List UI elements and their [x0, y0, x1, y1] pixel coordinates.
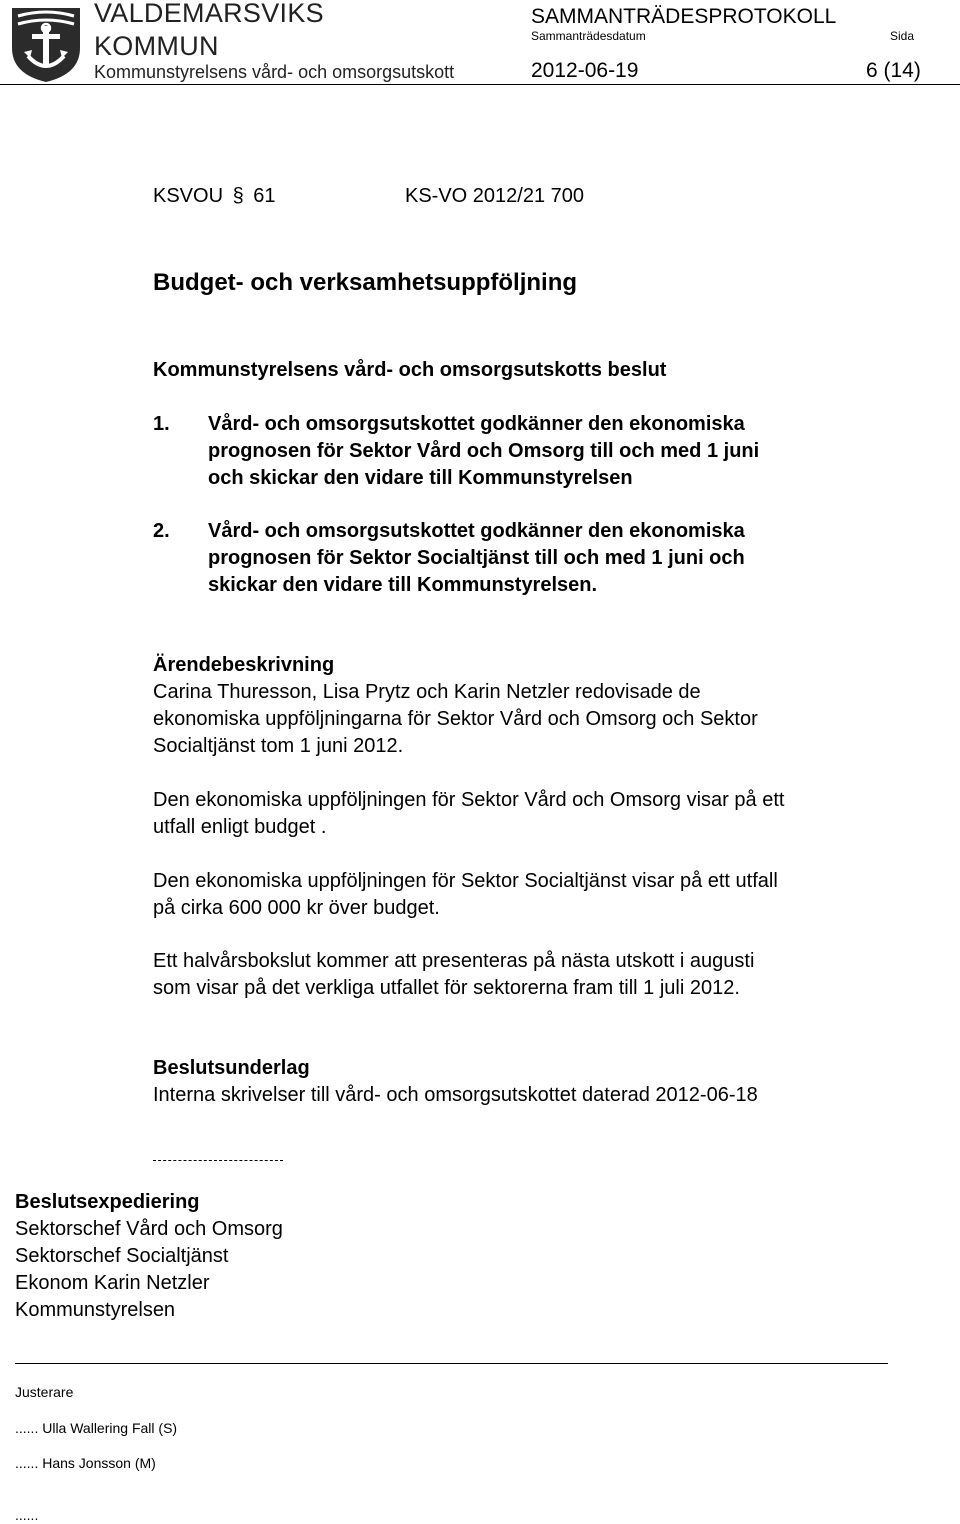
recipient: Sektorschef Vård och Omsorg	[15, 1218, 283, 1240]
basis-text: Interna skrivelser till vård- och omsorgsutskottet daterad 2012-06-18	[153, 1084, 758, 1106]
signature-divider	[15, 1363, 888, 1364]
municipal-coat-of-arms-icon	[8, 4, 84, 84]
text-line: som visar på det verkliga utfallet för sektorerna fram till 1 juli 2012.	[153, 977, 740, 999]
description-paragraph-2	[153, 787, 784, 841]
document-type: SAMMANTRÄDESPROTOKOLL	[531, 5, 837, 28]
decision-line: Vård- och omsorgsutskottet godkänner den ekonomiska	[208, 520, 745, 542]
decision-line: och skickar den vidare till Kommunstyrelsen	[208, 467, 633, 489]
paragraph-number: 61	[253, 185, 276, 207]
text-line: Carina Thuresson, Lisa Prytz och Karin Netzler redovisade de	[153, 681, 701, 703]
decision-heading: Kommunstyrelsens vård- och omsorgsutskotts beslut	[153, 359, 667, 381]
text-line: ekonomiska uppföljningarna för Sektor Vård och Omsorg och Sektor	[153, 708, 758, 730]
separator-dashes	[153, 1160, 283, 1161]
diary-number: KS-VO 2012/21 700	[405, 185, 585, 207]
meeting-date-label: Sammanträdesdatum	[531, 29, 646, 43]
meeting-date: 2012-06-19	[531, 59, 639, 82]
adjusters-label: Justerare	[15, 1384, 74, 1400]
decision-item-text	[208, 518, 868, 599]
page-number: 6 (14)	[866, 59, 921, 82]
signature-line: ...... Ulla Wallering Fall (S)	[15, 1420, 178, 1436]
description-heading: Ärendebeskrivning	[153, 654, 335, 676]
decision-item-number: 2.	[153, 520, 170, 542]
signature-line: ......	[15, 1507, 39, 1523]
header-divider	[0, 84, 960, 85]
paragraph-reference	[153, 183, 276, 210]
description-paragraph-4	[153, 948, 754, 1002]
page-label: Sida	[890, 29, 915, 43]
text-line: utfall enligt budget .	[153, 816, 327, 838]
basis-heading: Beslutsunderlag	[153, 1057, 310, 1079]
case-title: Budget- och verksamhetsuppföljning	[153, 269, 578, 296]
description-paragraph-3	[153, 868, 778, 922]
text-line: Den ekonomiska uppföljningen för Sektor Socialtjänst visar på ett utfall	[153, 870, 778, 892]
text-line: Socialtjänst tom 1 juni 2012.	[153, 735, 404, 757]
decision-item-text	[208, 411, 868, 492]
dispatch-recipients	[15, 1216, 283, 1324]
signature-line: ...... Hans Jonsson (M)	[15, 1455, 156, 1471]
dispatch-heading: Beslutsexpediering	[15, 1191, 200, 1213]
decision-line: prognosen för Sektor Vård och Omsorg till och med 1 juni	[208, 440, 760, 462]
municipality-name-line1: VALDEMARSVIKS	[94, 0, 324, 28]
decision-line: Vård- och omsorgsutskottet godkänner den ekonomiska	[208, 413, 745, 435]
decision-line: prognosen för Sektor Socialtjänst till och med 1 juni och	[208, 547, 745, 569]
paragraph-prefix: KSVOU	[153, 185, 224, 207]
recipient: Ekonom Karin Netzler	[15, 1272, 210, 1294]
recipient: Kommunstyrelsen	[15, 1299, 176, 1321]
text-line: Ett halvårsbokslut kommer att presenteras på nästa utskott i augusti	[153, 950, 755, 972]
municipality-name-line2: KOMMUN	[94, 31, 219, 61]
decision-item-number: 1.	[153, 413, 170, 435]
text-line: Den ekonomiska uppföljningen för Sektor Vård och Omsorg visar på ett	[153, 789, 785, 811]
description-paragraph-1	[153, 679, 758, 760]
decision-line: skickar den vidare till Kommunstyrelsen.	[208, 574, 598, 596]
committee-name: Kommunstyrelsens vård- och omsorgsutskott	[94, 62, 455, 82]
recipient: Sektorschef Socialtjänst	[15, 1245, 229, 1267]
section-sign: §	[232, 185, 244, 207]
text-line: på cirka 600 000 kr över budget.	[153, 897, 440, 919]
